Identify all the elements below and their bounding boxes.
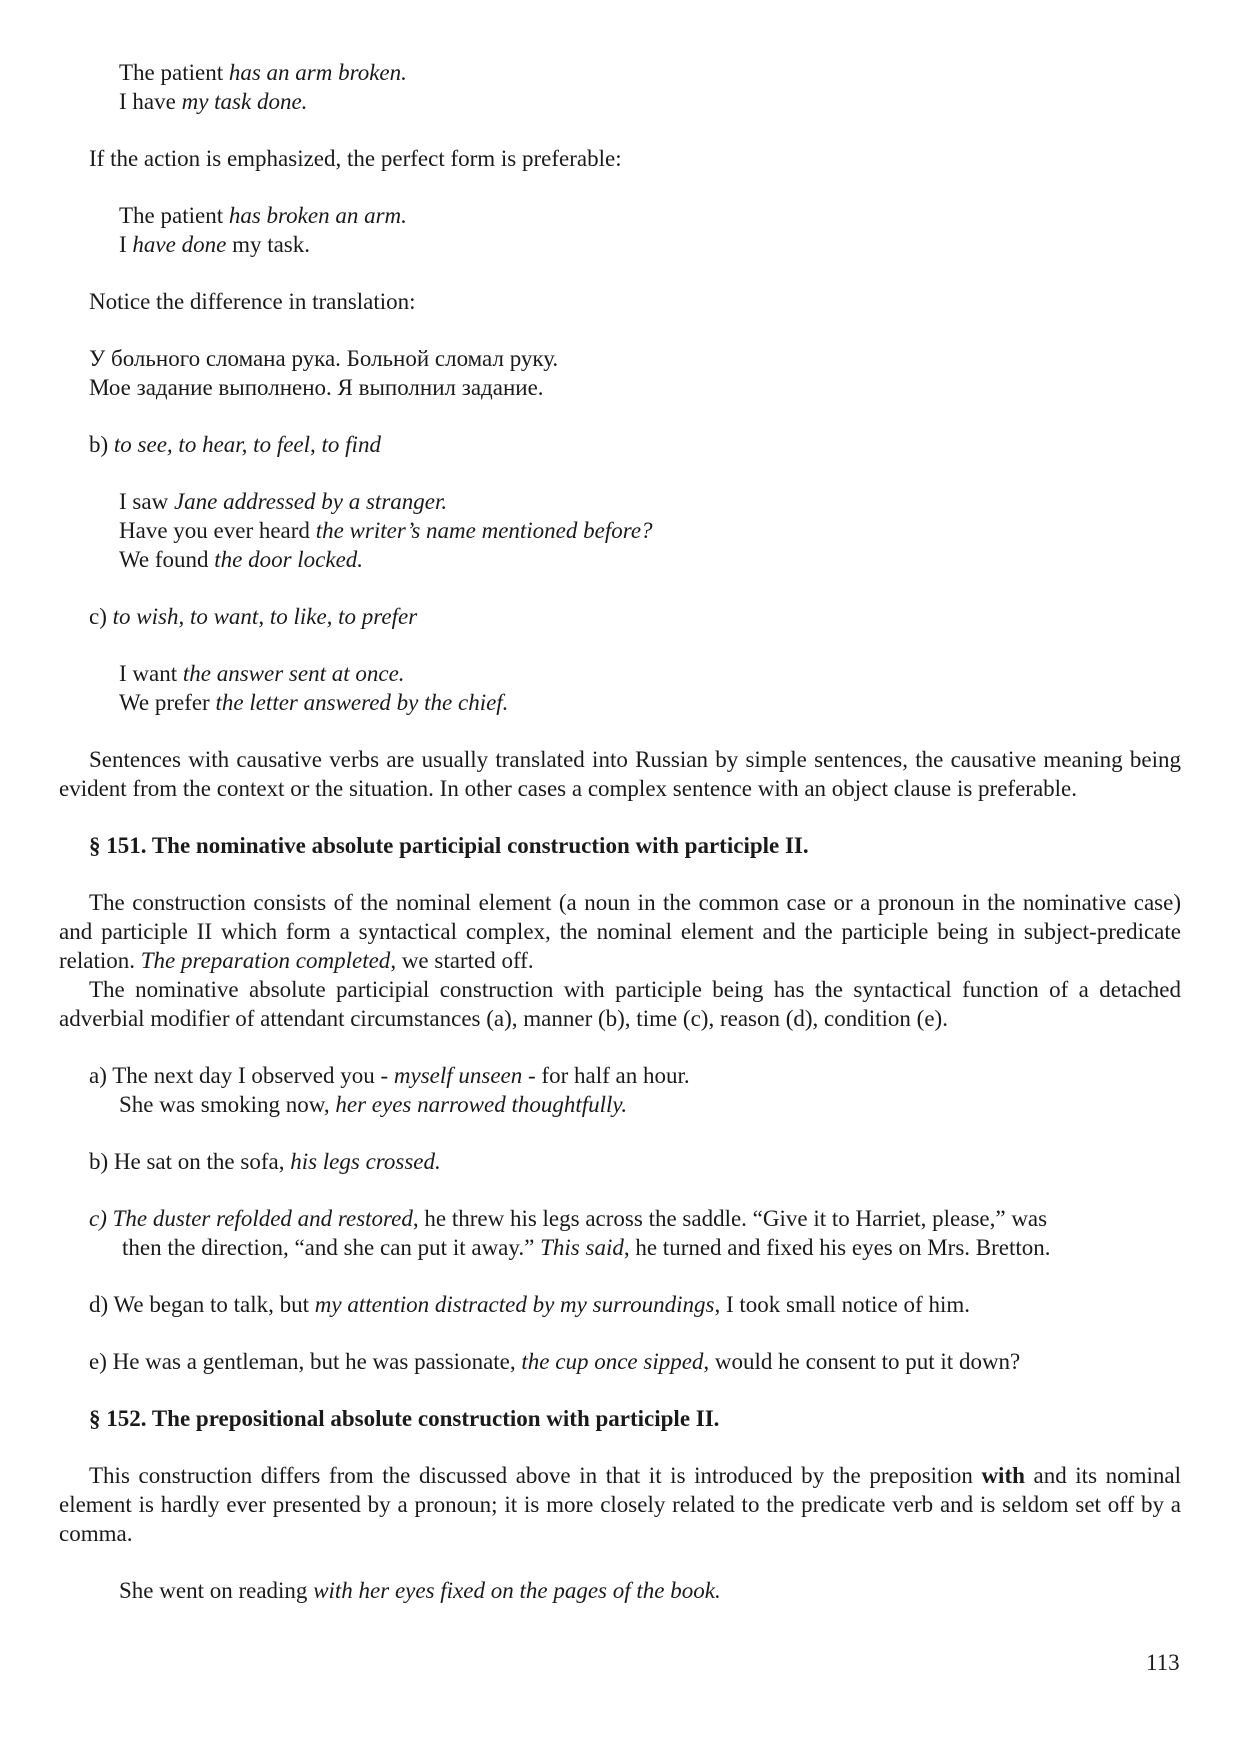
example-sentence: The patient has broken an arm.: [119, 203, 407, 228]
example-sentence: Have you ever heard the writer’s name mentioned before?: [119, 518, 653, 543]
subsection-label-b: b) to see, to hear, to feel, to find: [89, 432, 381, 457]
example-group-c: [59, 1204, 1181, 1262]
example-sentence: I have my task done.: [119, 89, 308, 114]
example-sentence: b) He sat on the sofa, his legs crossed.: [89, 1149, 441, 1174]
subsection-label-c: c) to wish, to want, to like, to prefer: [89, 604, 418, 629]
body-paragraph: The nominative absolute participial construction with participle being has the syntactical function of a detached adverbial modifier of attendant circumstances (a), manner (b), time (c), reason (d), condition (e).: [59, 977, 1181, 1031]
body-paragraph: Notice the difference in translation:: [89, 289, 416, 314]
example-sentence: d) We began to talk, but my attention distracted by my surroundings, I took small notice of him.: [89, 1292, 970, 1317]
page-number: 113: [1146, 1650, 1180, 1675]
example-sentence: c) The duster refolded and restored, he threw his legs across the saddle. “Give it to Harriet, please,” was: [89, 1206, 1048, 1231]
body-paragraph: The construction consists of the nominal element (a noun in the common case or a pronoun in the nominative case) and participle II which form a syntactical complex, the nominal element and the participle being in subject-predicate relation. The preparation completed, we started off.: [59, 890, 1181, 973]
translation-group: [59, 344, 1181, 402]
translation-line: Мое задание выполнено. Я выполнил задание.: [89, 375, 544, 400]
example-group-perception: [59, 487, 1181, 574]
example-group-a: [59, 1061, 1181, 1119]
example-group-wish: [59, 659, 1181, 717]
example-sentence: She was smoking now, her eyes narrowed thoughtfully.: [119, 1092, 628, 1117]
example-sentence: e) He was a gentleman, but he was passionate, the cup once sipped, would he consent to put it down?: [89, 1349, 1021, 1374]
example-sentence: I have done my task.: [119, 232, 311, 257]
translation-line: У больного сломана рука. Больной сломал руку.: [89, 346, 559, 371]
example-group-stative: [59, 58, 1181, 116]
example-sentence: She went on reading with her eyes fixed on the pages of the book.: [119, 1578, 721, 1603]
body-paragraph: This construction differs from the discussed above in that it is introduced by the preposition with and its nominal element is hardly ever presented by a pronoun; it is more closely related to the predicate verb and is seldom set off by a comma.: [59, 1463, 1181, 1546]
section-heading-152: § 152. The prepositional absolute construction with participle II.: [89, 1406, 720, 1431]
example-group-perfect: [59, 201, 1181, 259]
section-heading-151: § 151. The nominative absolute participial construction with participle II.: [89, 833, 809, 858]
example-sentence: We prefer the letter answered by the chief.: [119, 690, 509, 715]
body-paragraph: Sentences with causative verbs are usually translated into Russian by simple sentences, the causative meaning being evident from the context or the situation. In other cases a complex sentence with an object clause is preferable.: [59, 747, 1181, 801]
example-sentence: The patient has an arm broken.: [119, 60, 407, 85]
example-sentence: I saw Jane addressed by a stranger.: [119, 489, 448, 514]
example-sentence: a) The next day I observed you - myself unseen - for half an hour.: [89, 1063, 690, 1088]
example-sentence: We found the door locked.: [119, 547, 364, 572]
body-paragraph: If the action is emphasized, the perfect form is preferable:: [89, 146, 622, 171]
example-sentence: I want the answer sent at once.: [119, 661, 405, 686]
page-content: [59, 58, 1181, 1605]
example-sentence-continued: then the direction, “and she can put it away.” This said, he turned and fixed his eyes on Mrs. Bretton.: [122, 1235, 1051, 1260]
